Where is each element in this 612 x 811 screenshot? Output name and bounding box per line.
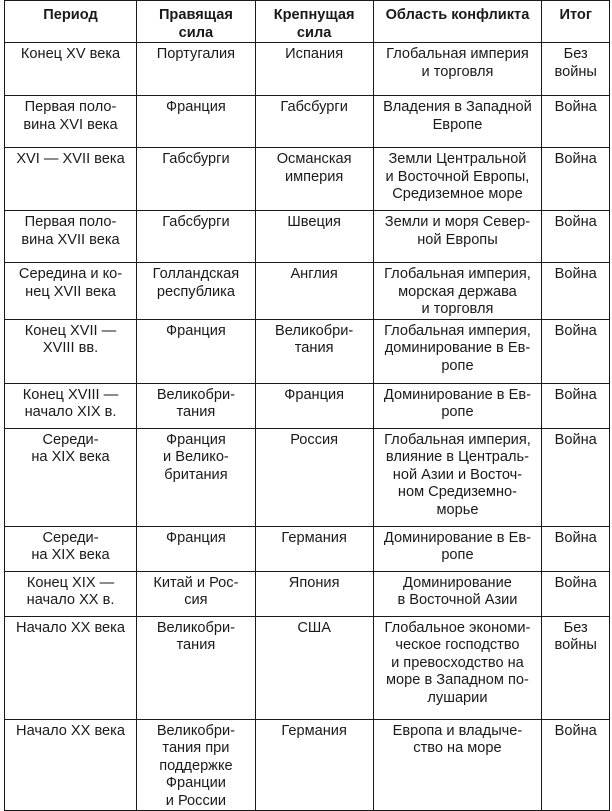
table-row [5, 383, 610, 428]
cell-result: Война [542, 719, 610, 811]
cell-period: Начало XX века [5, 616, 137, 719]
cell-conflict-area: Глобальная империя, морская держава и торговля [373, 263, 542, 320]
header-ruling-power: Правящая сила [137, 1, 256, 43]
table-row [5, 571, 610, 616]
cell-conflict-area: Европа и владыче- ство на море [373, 719, 542, 811]
cell-period: Конец XIX — начало XX в. [5, 571, 137, 616]
cell-conflict-area: Доминирование в Восточной Азии [373, 571, 542, 616]
cell-period: Первая поло- вина XVII века [5, 211, 137, 263]
cell-conflict-area: Доминирование в Ев- ропе [373, 526, 542, 571]
cell-ruling-power: Китай и Рос- сия [137, 571, 256, 616]
cell-period: Первая поло- вина XVI века [5, 96, 137, 148]
cell-rising-power: Германия [255, 526, 373, 571]
cell-rising-power: Германия [255, 719, 373, 811]
table-row [5, 428, 610, 526]
cell-rising-power: Россия [255, 428, 373, 526]
cell-rising-power: Великобри- тания [255, 319, 373, 383]
cell-result: Война [542, 428, 610, 526]
cell-conflict-area: Владения в Западной Европе [373, 96, 542, 148]
cell-conflict-area: Глобальное экономи- ческое господство и превосходство на море в Западном по- лушарии [373, 616, 542, 719]
table-row [5, 319, 610, 383]
cell-period: Конец XVII — XVIII вв. [5, 319, 137, 383]
table-row [5, 263, 610, 320]
cell-period: Начало XX века [5, 719, 137, 811]
cell-period: Конец XVIII — начало XIX в. [5, 383, 137, 428]
cell-ruling-power: Португалия [137, 43, 256, 96]
table-row [5, 96, 610, 148]
cell-ruling-power: Великобри- тания [137, 616, 256, 719]
cell-period: Середи- на XIX века [5, 526, 137, 571]
cell-rising-power: Османская империя [255, 148, 373, 211]
cell-conflict-area: Глобальная империя, доминирование в Ев- ропе [373, 319, 542, 383]
conflict-table-container [4, 0, 610, 809]
table-row [5, 148, 610, 211]
header-result: Итог [542, 1, 610, 43]
cell-rising-power: США [255, 616, 373, 719]
cell-rising-power: Швеция [255, 211, 373, 263]
table-row [5, 719, 610, 811]
table-row [5, 526, 610, 571]
cell-result: Война [542, 571, 610, 616]
cell-conflict-area: Глобальная империя и торговля [373, 43, 542, 96]
header-period: Период [5, 1, 137, 43]
cell-ruling-power: Габсбурги [137, 211, 256, 263]
cell-rising-power: Япония [255, 571, 373, 616]
table-row [5, 616, 610, 719]
cell-ruling-power: Франция [137, 96, 256, 148]
cell-result: Война [542, 526, 610, 571]
cell-rising-power: Англия [255, 263, 373, 320]
cell-conflict-area: Доминирование в Ев- ропе [373, 383, 542, 428]
table-row [5, 43, 610, 96]
conflict-table [4, 0, 610, 811]
cell-period: XVI — XVII века [5, 148, 137, 211]
table-header-row [5, 1, 610, 43]
cell-ruling-power: Габсбурги [137, 148, 256, 211]
cell-ruling-power: Великобри- тания при поддержке Франции и России [137, 719, 256, 811]
cell-ruling-power: Франция [137, 526, 256, 571]
cell-ruling-power: Голландская республика [137, 263, 256, 320]
cell-rising-power: Габсбурги [255, 96, 373, 148]
cell-result: Война [542, 319, 610, 383]
cell-rising-power: Испания [255, 43, 373, 96]
table-row [5, 211, 610, 263]
cell-conflict-area: Глобальная империя, влияние в Централь- ной Азии и Восточ- ном Средиземно- морье [373, 428, 542, 526]
cell-period: Середи- на XIX века [5, 428, 137, 526]
cell-conflict-area: Земли и моря Север- ной Европы [373, 211, 542, 263]
cell-result: Война [542, 211, 610, 263]
cell-ruling-power: Великобри- тания [137, 383, 256, 428]
cell-result: Война [542, 148, 610, 211]
cell-period: Конец XV века [5, 43, 137, 96]
cell-ruling-power: Франция и Велико- британия [137, 428, 256, 526]
cell-ruling-power: Франция [137, 319, 256, 383]
cell-rising-power: Франция [255, 383, 373, 428]
cell-result: Без войны [542, 616, 610, 719]
header-conflict-area: Область конфликта [373, 1, 542, 43]
cell-result: Без войны [542, 43, 610, 96]
header-rising-power: Крепнущая сила [255, 1, 373, 43]
cell-conflict-area: Земли Центральной и Восточной Европы, Средиземное море [373, 148, 542, 211]
cell-result: Война [542, 263, 610, 320]
cell-period: Середина и ко- нец XVII века [5, 263, 137, 320]
cell-result: Война [542, 96, 610, 148]
cell-result: Война [542, 383, 610, 428]
